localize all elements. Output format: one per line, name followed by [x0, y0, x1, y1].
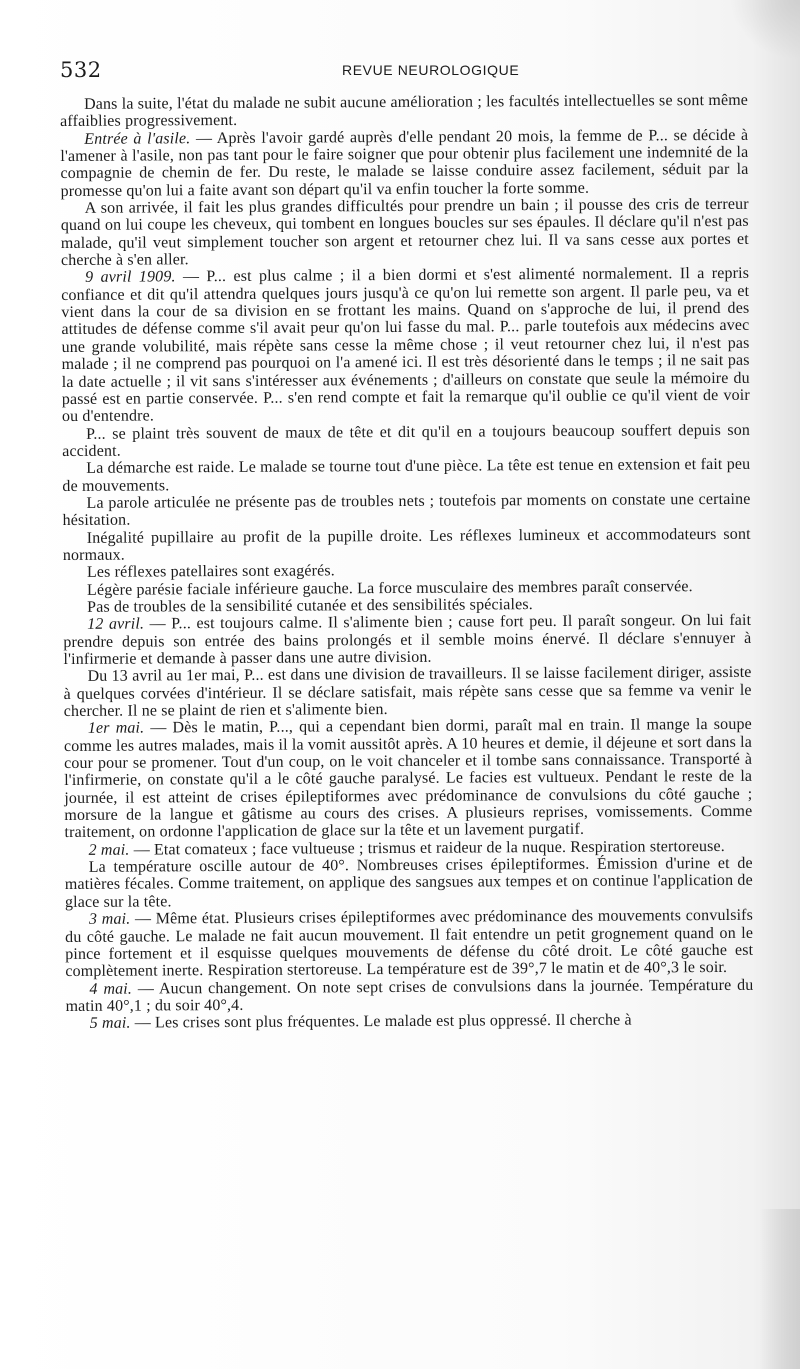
paragraph-lead: 1er mai.: [87, 719, 145, 738]
paragraph-lead: Entrée à l'asile.: [84, 129, 191, 148]
paragraph: [61, 265, 750, 425]
paragraph-text: La parole articulée ne présente pas de troubles nets ; toutefois par moments on constate une certaine hésitation.: [62, 490, 751, 530]
paragraph-text: Inégalité pupillaire au profit de la pupille droite. Les réflexes lumineux et accommodateurs sont normaux.: [62, 525, 751, 564]
paragraph-text: A son arrivée, il fait les plus grandes difficultés pour prendre un bain ; il pousse des cris de terreur quand on lui coupe les cheveux, qui tombent en longues boucles sur ses épaules. Il déclare qu'il n'est pas malade, qu'il veut simplement toucher son argent et retourner chez lui. Il va sans cesse aux portes et cherche à s'en aller.: [60, 195, 749, 270]
page-number: 532: [60, 58, 102, 82]
paragraph-lead: 9 avril 1909.: [85, 268, 176, 287]
page-edge-shadow: [760, 1209, 800, 1369]
paragraph-lead: 3 mai.: [88, 910, 131, 928]
paragraph-text: La démarche est raide. Le malade se tourne tout d'une pièce. La tête est tenue en extension et fait peu de mouvements.: [62, 456, 751, 495]
paragraph-text: Dans la suite, l'état du malade ne subit aucune amélioration ; les facultés intellectuelles se sont même affaiblies progressivement.: [60, 91, 749, 131]
paragraph-lead: 5 mai.: [89, 1014, 131, 1033]
paragraph-text: Du 13 avril au 1er mai, P... est dans une division de travailleurs. Il se laisse facilement diriger, assiste à quelques corvées d'intérieur. Il se déclare satisfait, mais répète sans cesse que sa femme va venir le chercher. Il ne se plaint de rien et s'alimente bien.: [63, 664, 752, 721]
paragraph: [62, 421, 750, 460]
page-header: [60, 58, 740, 84]
paragraph-text: — Même état. Plusieurs crises épileptiformes avec prédominance des mouvements convulsifs du côté gauche. Le malade ne fait aucun mouvement. Il fait entendre un petit grognement quand on le pince fortement et il esquisse quelques mouvements de défense du côté droit. Le côté gauche est complètement inerte. Respiration stertoreuse. La température est de 39°,7 le matin et de 40°,3 le soir.: [65, 906, 754, 981]
paragraph: [65, 855, 753, 911]
paragraph-text: P... se plaint très souvent de maux de tête et dit qu'il en a toujours beaucoup souffert depuis son accident.: [62, 421, 751, 460]
paragraph-text: — Les crises sont plus fréquentes. Le malade est plus oppressé. Il cherche à: [130, 1011, 632, 1032]
running-title: REVUE NEUROLOGIQUE: [342, 62, 520, 78]
paragraph: [64, 716, 753, 842]
paragraph: [60, 126, 748, 200]
paragraph-text: — Après l'avoir gardé auprès d'elle pendant 20 mois, la femme de P... se décide à l'amener à l'asile, non pas tant pour le faire soigner que pour obtenir plus facilement une indemnité de la compagnie de chemin de fer. Du reste, le malade se laisse conduire assez facilement, séduit par la promesse qu'on lui a faite avant son départ qu'il va enfin toucher la forte somme.: [60, 126, 749, 200]
paragraph-text: — Dès le matin, P..., qui a cependant bien dormi, paraît mal en train. Il mange la soupe comme les autres malades, mais il la vomit aussitôt après. A 10 heures et demie, il déjeune et sort dans la cour pour se promener. Tout d'un coup, on le voit chanceler et il tombe sans connaissance. Transporté à l'infirmerie, on constate qu'il a le côté gauche paralysé. Le facies est vultueux. Pendant le reste de la journée, il est atteint de crises épileptiformes avec prédominance de convulsions du côté gauche ; morsure de la langue et gâtisme au cours des crises. A plusieurs reprises, vomissements. Comme traitement, on ordonne l'application de glace sur la tête et un lavement purgatif.: [63, 716, 753, 842]
paragraph: [61, 196, 749, 270]
paragraph: [65, 907, 753, 981]
paragraph: [60, 92, 748, 131]
paragraph-text: — P... est toujours calme. Il s'alimente bien ; cause fort peu. Il paraît songeur. On lui fait prendre depuis son entrée des bains prolongés et il semble moins énervé. Il déclare s'ennuyer à l'infirmerie et demande à passer dans une autre division.: [63, 612, 752, 668]
paragraph: [65, 976, 753, 1015]
page-corner-shadow: [730, 0, 800, 60]
paragraph: [62, 456, 750, 495]
paragraph-text: — Aucun changement. On note sept crises de convulsions dans la journée. Température du matin 40°,1 ; du soir 40°,4.: [65, 976, 754, 1015]
paragraph-lead: 12 avril.: [87, 615, 145, 634]
paragraph-lead: 4 mai.: [89, 980, 133, 998]
paragraph-text: Pas de troubles de la sensibilité cutanée et des sensibilités spéciales.: [87, 596, 533, 616]
paragraph-text: — Etat comateux ; face vultueuse ; trismus et raideur de la nuque. Respiration stertoreuse.: [129, 837, 725, 859]
paragraph: [62, 491, 750, 530]
paragraph-text: — P... est plus calme ; il a bien dormi et s'est alimenté normalement. Il a repris confiance et dit qu'il attendra quelques jours jusqu'à ce qu'on lui remette son argent. Il parle peu, va et vient dans la cour de sa division en se frottant les mains. Quand on s'approche de lui, il prend des attitudes de défense comme s'il avait peur qu'on lui fasse du mal. P... parle toutefois aux médecins avec une grande volubilité, mais répète sans cesse la même chose ; il veut retourner chez lui, il n'est pas malade ; il ne comprend pas pourquoi on l'a amené ici. Il est très désorienté dans le temps ; il ne sait pas la date actuelle ; il vit sans s'intéresser aux événements ; d'ailleurs on constate que seule la mémoire du passé est en partie conservée. P... s'en rend compte et fait la remarque qu'il oublie ce qu'il vient de voir ou d'entendre.: [61, 265, 750, 426]
paragraph-lead: 2 mai.: [88, 841, 130, 859]
paragraph: [63, 525, 751, 564]
paragraph: [66, 1011, 754, 1033]
paragraph: [63, 612, 751, 668]
article-body: [60, 92, 754, 1033]
paragraph-text: Légère parésie faciale inférieure gauche. La force musculaire des membres paraît conservée.: [86, 577, 693, 599]
paragraph-text: La température oscille autour de 40°. Nombreuses crises épileptiformes. Émission d'urine et de matières fécales. Comme traitement, on applique des sangsues aux tempes et on continue l'application de glace sur la tête.: [64, 854, 753, 911]
paragraph-text: Les réflexes patellaires sont exagérés.: [86, 562, 335, 582]
paragraph: [63, 664, 751, 720]
